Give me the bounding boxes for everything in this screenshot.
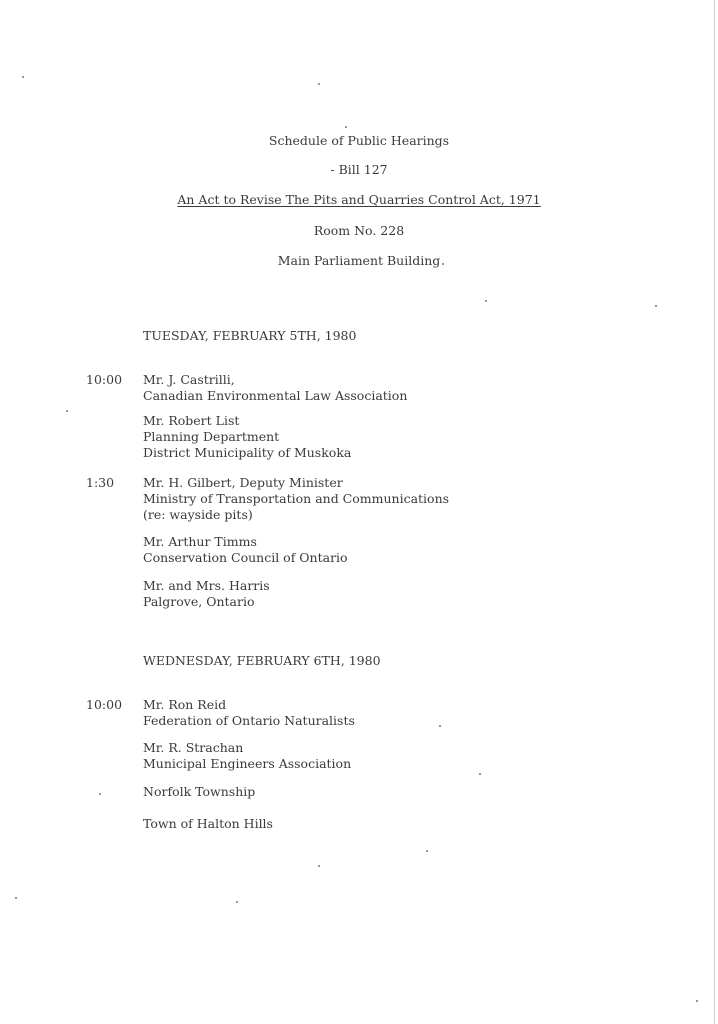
attendee-name: Norfolk Township: [143, 784, 256, 799]
scan-speck: [655, 305, 657, 307]
attendee-organization: Canadian Environmental Law Association: [143, 388, 408, 403]
scan-speck: [696, 1000, 698, 1002]
attendee-name: Mr. H. Gilbert, Deputy Minister: [143, 475, 343, 490]
list-item: [143, 475, 449, 523]
scan-speck: [66, 410, 68, 412]
attendee-name: Town of Halton Hills: [143, 816, 273, 831]
attendee-organization: Federation of Ontario Naturalists: [143, 713, 355, 728]
scan-speck: [345, 126, 347, 128]
act-title: An Act to Revise The Pits and Quarries Control Act, 1971: [177, 192, 541, 207]
session-time: 10:00: [86, 697, 123, 712]
attendee-name: Mr. Ron Reid: [143, 697, 227, 712]
attendee-location: Palgrove, Ontario: [143, 594, 255, 609]
attendee-name: Mr. J. Castrilli,: [143, 372, 235, 387]
day-heading: WEDNESDAY, FEBRUARY 6TH, 1980: [143, 653, 381, 668]
scan-speck: [236, 901, 238, 903]
scan-speck: [22, 76, 24, 78]
building-name: Main Parliament Building: [277, 253, 441, 268]
attendee-name: Mr. Arthur Timms: [143, 534, 257, 549]
document-title: Schedule of Public Hearings: [268, 133, 450, 148]
scan-speck: [99, 793, 101, 795]
scan-speck: [318, 865, 320, 867]
scan-speck: [442, 263, 444, 265]
attendee-organization: Conservation Council of Ontario: [143, 550, 348, 565]
attendee-note: (re: wayside pits): [143, 507, 253, 522]
scan-speck: [15, 897, 17, 899]
list-item: [143, 534, 348, 566]
list-item: [143, 816, 273, 832]
scan-speck: [479, 773, 481, 775]
room-number: Room No. 228: [313, 223, 405, 238]
attendee-name: Mr. and Mrs. Harris: [143, 578, 270, 593]
scan-speck: [485, 300, 487, 302]
scan-speck: [426, 850, 428, 852]
attendee-name: Mr. R. Strachan: [143, 740, 244, 755]
list-item: [143, 413, 351, 461]
attendee-organization: Planning Department: [143, 429, 280, 444]
list-item: [143, 740, 351, 772]
list-item: [143, 372, 407, 404]
attendee-organization: Ministry of Transportation and Communications: [143, 491, 450, 506]
page-edge-line: [714, 0, 715, 1024]
attendee-organization: Municipal Engineers Association: [143, 756, 352, 771]
attendee-organization: District Municipality of Muskoka: [143, 445, 352, 460]
day-heading: TUESDAY, FEBRUARY 5TH, 1980: [143, 328, 357, 343]
list-item: [143, 578, 270, 610]
list-item: [143, 697, 355, 729]
bill-number: - Bill 127: [330, 162, 388, 177]
attendee-name: Mr. Robert List: [143, 413, 240, 428]
session-time: 10:00: [86, 372, 123, 387]
scan-speck: [318, 83, 320, 85]
scan-speck: [439, 725, 441, 727]
session-time: 1:30: [86, 475, 115, 490]
list-item: [143, 784, 255, 800]
